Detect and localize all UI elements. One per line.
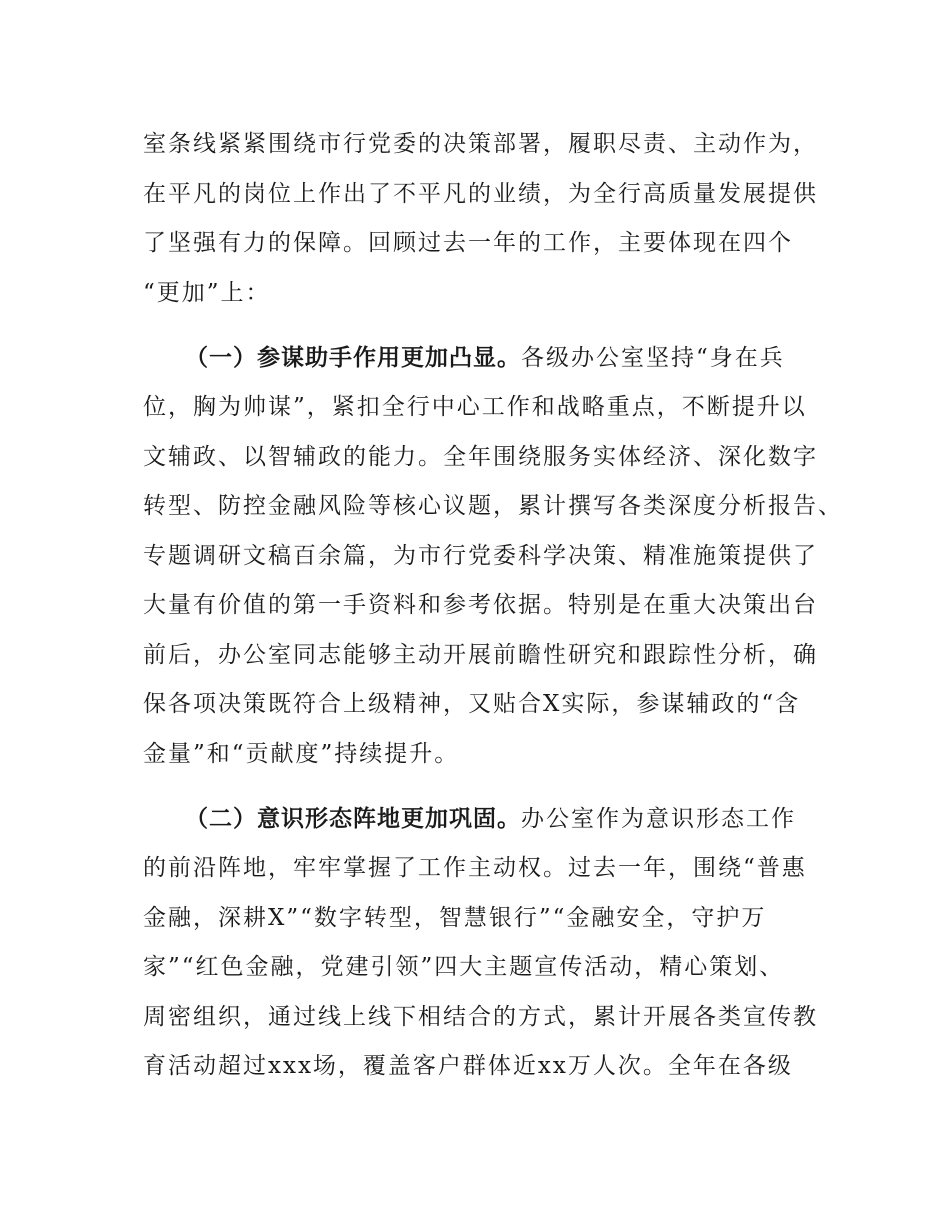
section2-heading: （二）意识形态阵地更加巩固。 xyxy=(185,806,521,832)
section2-first-line xyxy=(185,799,885,839)
intro-line: “更加”上： xyxy=(143,280,271,306)
section1-heading: （一）参谋助手作用更加凸显。 xyxy=(185,345,521,371)
section1-line: 保各项决策既符合上级精神，又贴合X实际，参谋辅政的“含 xyxy=(143,691,801,717)
intro-line: 了坚强有力的保障。回顾过去一年的工作，主要体现在四个 xyxy=(143,230,793,256)
section2-first-line-text: 办公室作为意识形态工作 xyxy=(521,806,796,832)
section2-line: 周密组织，通过线上线下相结合的方式，累计开展各类宣传教 xyxy=(143,1004,818,1030)
section1-line: 位，胸为帅谋”，紧扣全行中心工作和战略重点，不断提升以 xyxy=(143,394,807,420)
section2-line: 育活动超过xxx场，覆盖客户群体近xx万人次。全年在各级 xyxy=(143,1053,793,1079)
intro-line: 在平凡的岗位上作出了不平凡的业绩，为全行高质量发展提供 xyxy=(143,181,818,207)
intro-line: 室条线紧紧围绕市行党委的决策部署，履职尽责、主动作为， xyxy=(143,131,818,157)
section1-first-line xyxy=(185,338,885,378)
section2-line: 的前沿阵地，牢牢掌握了工作主动权。过去一年，围绕“普惠 xyxy=(143,855,807,881)
section1-first-line-text: 各级办公室坚持“身在兵 xyxy=(521,345,785,371)
section2-line: 金融，深耕X”“数字转型，智慧银行”“金融安全，守护万 xyxy=(143,905,767,931)
section1-line: 前后，办公室同志能够主动开展前瞻性研究和跟踪性分析，确 xyxy=(143,642,818,668)
section1-line: 大量有价值的第一手资料和参考依据。特别是在重大决策出台 xyxy=(143,592,818,618)
section1-line: 转型、防控金融风险等核心议题，累计撰写各类深度分析报告、 xyxy=(143,493,843,519)
section1-line: 专题调研文稿百余篇，为市行党委科学决策、精准施策提供了 xyxy=(143,543,818,569)
section1-line: 文辅政、以智辅政的能力。全年围绕服务实体经济、深化数字 xyxy=(143,444,818,470)
section2-line: 家”“红色金融，党建引领”四大主题宣传活动，精心策划、 xyxy=(143,954,785,980)
section1-line: 金量”和“贡献度”持续提升。 xyxy=(143,741,460,767)
